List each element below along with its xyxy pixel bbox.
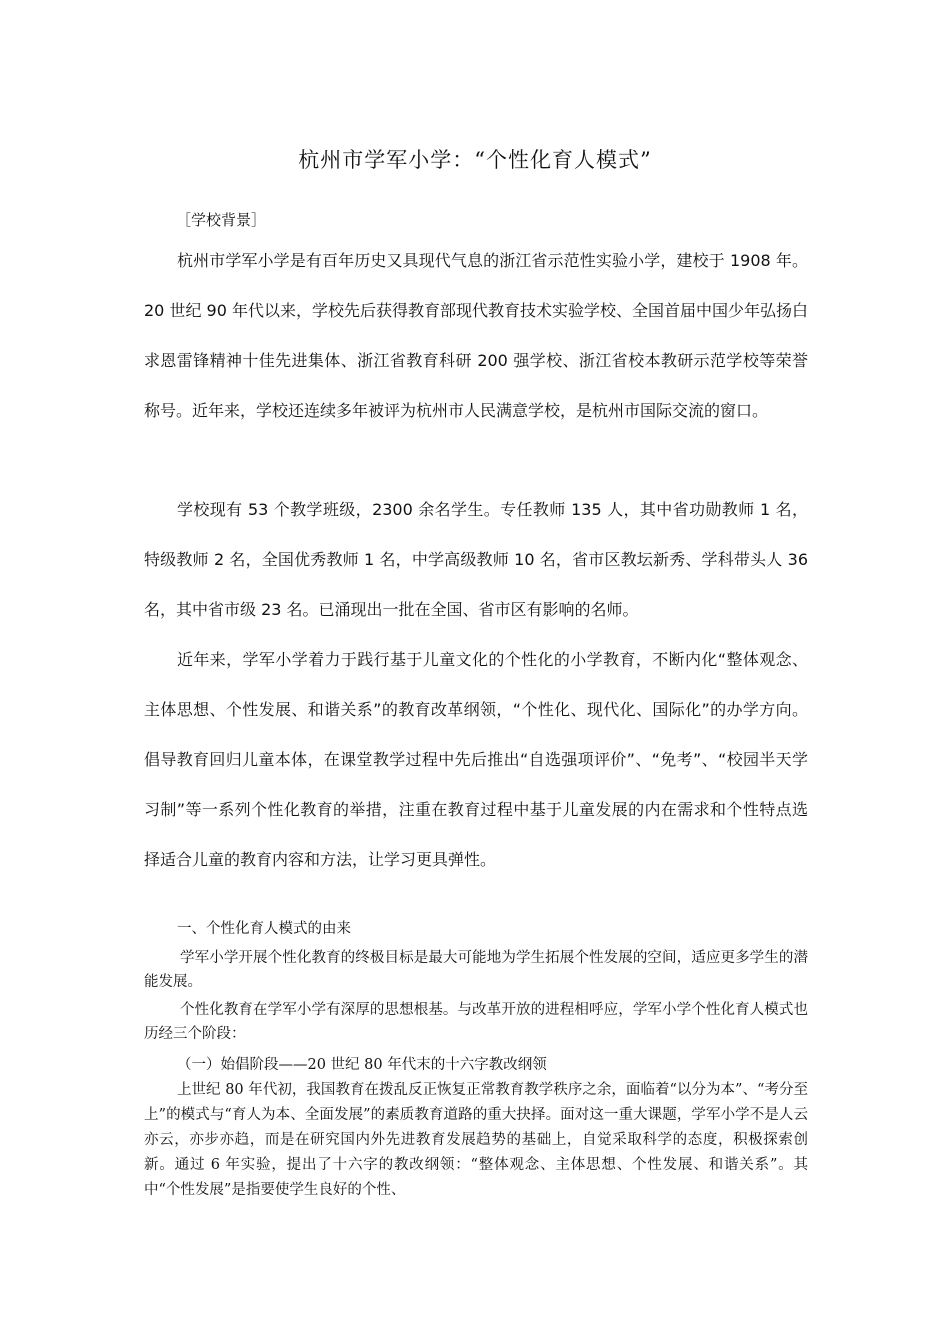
section-1-paragraph-2: 个性化教育在学军小学有深厚的思想根基。与改革开放的进程相呼应，学军小学个性化育人模式也历经三个阶段： <box>144 1002 808 1042</box>
document-title: 杭州市学军小学：“个性化育人模式” <box>298 148 652 172</box>
section-label-school-background: ［学校背景］ <box>176 211 267 229</box>
background-paragraph-2: 学校现有 53 个教学班级，2300 余名学生。专任教师 135 人，其中省功勋教师 1 名，特级教师 2 名，全国优秀教师 1 名，中学高级教师 10 名，省市区教坛新秀、学科带头人 36 名，其中省市级 23 名。已涌现出一批在全国、省市区有影响的名师。 <box>144 500 808 619</box>
section-1-paragraph-1: 学军小学开展个性化教育的终极目标是最大可能地为学生拓展个性发展的空间，适应更多学生的潜能发展。 <box>144 950 808 990</box>
background-paragraph-1: 杭州市学军小学是有百年历史又具现代气息的浙江省示范性实验小学，建校于 1908 年。20 世纪 90 年代以来，学校先后获得教育部现代教育技术实验学校、全国首届中国少年弘扬白求恩雷锋精神十佳先进集体、浙江省教育科研 200 强学校、浙江省校本教研示范学校等荣誉称号。近年来，学校还连续多年被评为杭州市人民满意学校，是杭州市国际交流的窗口。 <box>144 251 808 420</box>
background-paragraph-3: 近年来，学军小学着力于践行基于儿童文化的个性化的小学教育，不断内化“整体观念、主体思想、个性发展、和谐关系”的教育改革纲领，“个性化、现代化、国际化”的办学方向。倡导教育回归儿童本体，在课堂教学过程中先后推出“自选强项评价”、“免考”、“校园半天学习制”等一系列个性化教育的举措，注重在教育过程中基于儿童发展的内在需求和个性特点选择适合儿童的教育内容和方法，让学习更具弹性。 <box>144 650 808 869</box>
subsection-1-paragraph: 上世纪 80 年代初，我国教育在拨乱反正恢复正常教育教学秩序之余，面临着“以分为本”、“考分至上”的模式与“育人为本、全面发展”的素质教育道路的重大抉择。面对这一重大课题，学军小学不是人云亦云，亦步亦趋，而是在研究国内外先进教育发展趋势的基础上，自觉采取科学的态度，积极探索创新。通过 6 年实验，提出了十六字的教改纲领：“整体观念、主体思想、个性发展、和谐关系”。其中“个性发展”是指要使学生良好的个性、 <box>144 1082 808 1198</box>
subsection-1-heading: （一）始倡阶段——20 世纪 80 年代末的十六字教改纲领 <box>177 1057 547 1073</box>
section-1-heading: 一、个性化育人模式的由来 <box>177 921 351 937</box>
